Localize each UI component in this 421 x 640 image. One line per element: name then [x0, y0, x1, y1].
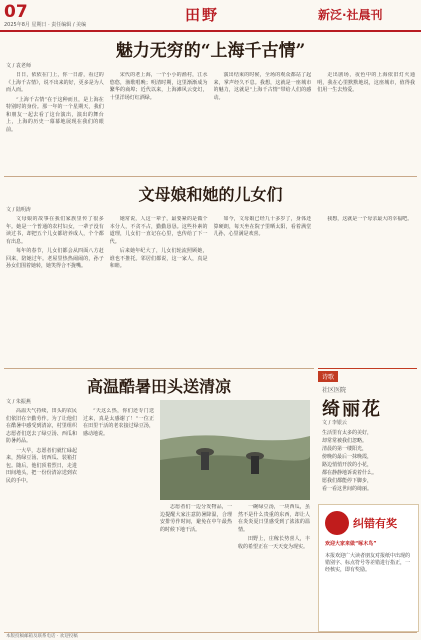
poem-line: 都在静静地诉说着什么。 — [322, 470, 378, 476]
field-photo — [160, 400, 310, 500]
dateline: 2025年8月 星期日 · 责任编辑 / 美编 — [4, 22, 87, 28]
section-name: 田野 — [185, 6, 220, 24]
article1-col — [6, 72, 104, 172]
article3-paragraph: 志愿者们一边分发物品，一边提醒大家注意防暑降温，合理安排劳作时间，避免在中午最热的时候下地干活。 — [160, 504, 232, 533]
article1-paragraph: 走出剧场，夜色中的上海依旧灯火通明，我在心里默默地说，这座城市，值得我们用一生去热爱。 — [317, 72, 415, 93]
poem-box — [318, 368, 417, 499]
poem-author: 社区医院 — [322, 387, 347, 394]
article3-body-left — [6, 408, 154, 630]
article2-col — [110, 216, 208, 364]
article1-paragraph: 宋代的老上海，一个小小的渔村，江水悠悠，渔歌唱晚；明清时期，这里渐渐成为繁华的商埠；近代以来，上海滩风云变幻，十里洋场灯红酒绿。 — [109, 72, 208, 101]
poem-title: 绮丽花 — [322, 399, 382, 420]
poem-line: 路边悄悄开放的小花， — [322, 462, 373, 468]
poem-line: 清晨的第一缕阳光， — [322, 446, 368, 452]
article3-paragraph: 一大早，志愿者们就忙碌起来，熬绿豆汤、切西瓜、装箱打包。随后，他们顶着烈日，走进田间地头，把一份份清凉送到农民的手中。 — [6, 447, 77, 484]
article3-col — [160, 504, 232, 630]
article1-col — [317, 72, 415, 172]
ad-subtitle: 欢迎大家来做“啄木鸟” — [325, 541, 377, 547]
article2-col — [6, 216, 104, 364]
divider — [4, 368, 314, 369]
article2-paragraph: 后来她年纪大了，儿女们轮流照顾她，谁也不推托。邻居们都说，这一家人，真是和睦。 — [109, 248, 208, 269]
article3-paragraph: 高温天气持续，田头的农民们依旧在辛勤劳作。为了让他们在酷暑中感受到清凉，村里组织志愿者们送去了绿豆汤、西瓜和防暑药品。 — [6, 408, 77, 444]
article1-paragraph: “上海千古情”在于这种而且，是上海在特别时的身份。那一年的一个星期天，我们和朋友一起去看了这台演出，演出的舞台上，上海的历史一幕幕地展现在我们的眼前。 — [6, 96, 104, 133]
article3-col — [6, 408, 77, 630]
poem-line: 傍晚的最后一抹晚霞， — [322, 454, 373, 460]
woodpecker-icon — [325, 511, 349, 535]
poem-tag: 诗歌 — [318, 371, 338, 382]
ad-title: 纠错有奖 — [353, 517, 397, 530]
article3-paragraph: 田野上，庄稼长势喜人，丰收的希望正在一天天变为现实。 — [238, 536, 310, 550]
article1-col — [214, 72, 312, 172]
article2-paragraph: 每年的春节，儿女们都会从四面八方赶回来，陪她过年。老屋里热热闹闹的，孙子孙女们围着她转，她笑得合不拢嘴。 — [6, 248, 104, 269]
article3-paragraph: “天这么热，你们还专门送过来，真是太感谢了！”一位正在田里干活的老农接过绿豆汤，感动地说。 — [83, 408, 154, 437]
article2-paragraph: 如今，文母娘已经九十多岁了，身体还算硬朗，每天坐在院子里晒太阳，看着满堂儿孙，心里满是欢喜。 — [213, 216, 312, 237]
poem-line: 生活里有太多的美好， — [322, 430, 373, 436]
article2-body — [6, 216, 415, 364]
ad-text: 本报欢迎广大读者朋友对报纸中出现的错别字、标点符号等差错进行指正，一经核实，即有奖励。 — [325, 553, 411, 573]
article2-paragraph: 她常说，人这一辈子，最要紧的是做个本分人，不贪不占，勤勤恳恳。这些朴素的道理，儿女们一直记在心里，也传给了下一代。 — [109, 216, 208, 245]
poem-line: 却常常被我们忽略。 — [322, 438, 368, 444]
article2-paragraph: 我想，这就是一个母亲最大的幸福吧。 — [327, 216, 413, 222]
divider — [4, 176, 417, 177]
article3-col — [238, 504, 310, 630]
article1-body — [6, 72, 415, 172]
article3-col — [83, 408, 154, 630]
poem-byline: 文 / 李银云 — [322, 420, 347, 426]
ad-box — [318, 504, 419, 632]
poem-lines — [322, 429, 414, 493]
article2-col — [214, 216, 312, 364]
article2-col — [317, 216, 415, 364]
article1-paragraph: 日日，依依在门上，你一日游，看过的《上海千古情》，说不出来的好，更多是为人而人而。 — [6, 72, 104, 93]
article2-title: 文母娘和她的儿女们 — [138, 185, 283, 204]
poem-line: 愿我们都能停下脚步， — [322, 478, 373, 484]
article1-byline: 文 / 袁老师 — [6, 63, 31, 69]
article3-byline: 文 / 朱振燕 — [6, 399, 31, 405]
brand-logo: 新泛·社晨刊 — [318, 8, 383, 22]
footer-text: 本版投稿邮箱及联系电话 · 欢迎投稿 — [6, 634, 78, 639]
page-number: 07 — [4, 2, 28, 22]
article2-byline: 文 / 陆明涛 — [6, 207, 31, 213]
article1-paragraph: 演出结束的时候，全场的观众都站了起来，掌声经久不息。我想，这就是一座城市的魅力，这就是“上海千古情”带给人们的感动。 — [213, 72, 312, 101]
article3-body-right — [160, 504, 310, 630]
article2-paragraph: 文母娘的故事在我们家族里传了很多年。她是一个普通的农村妇女，一辈子没有读过书，却把五个儿女都培养成人，个个都有出息。 — [6, 216, 104, 245]
field-photo-image — [160, 400, 310, 500]
article3-paragraph: 一碗绿豆汤，一块西瓜，虽然不是什么贵重的东西，却让人在炎炎夏日里感受到了浓浓的温情。 — [238, 504, 310, 533]
article1-col — [110, 72, 208, 172]
poem-line: 看一看这世间的绮丽。 — [322, 486, 373, 492]
article3-title: 高温酷暑田头送清凉 — [86, 377, 231, 396]
article1-title: 魅力无穷的“上海千古情” — [115, 41, 306, 61]
